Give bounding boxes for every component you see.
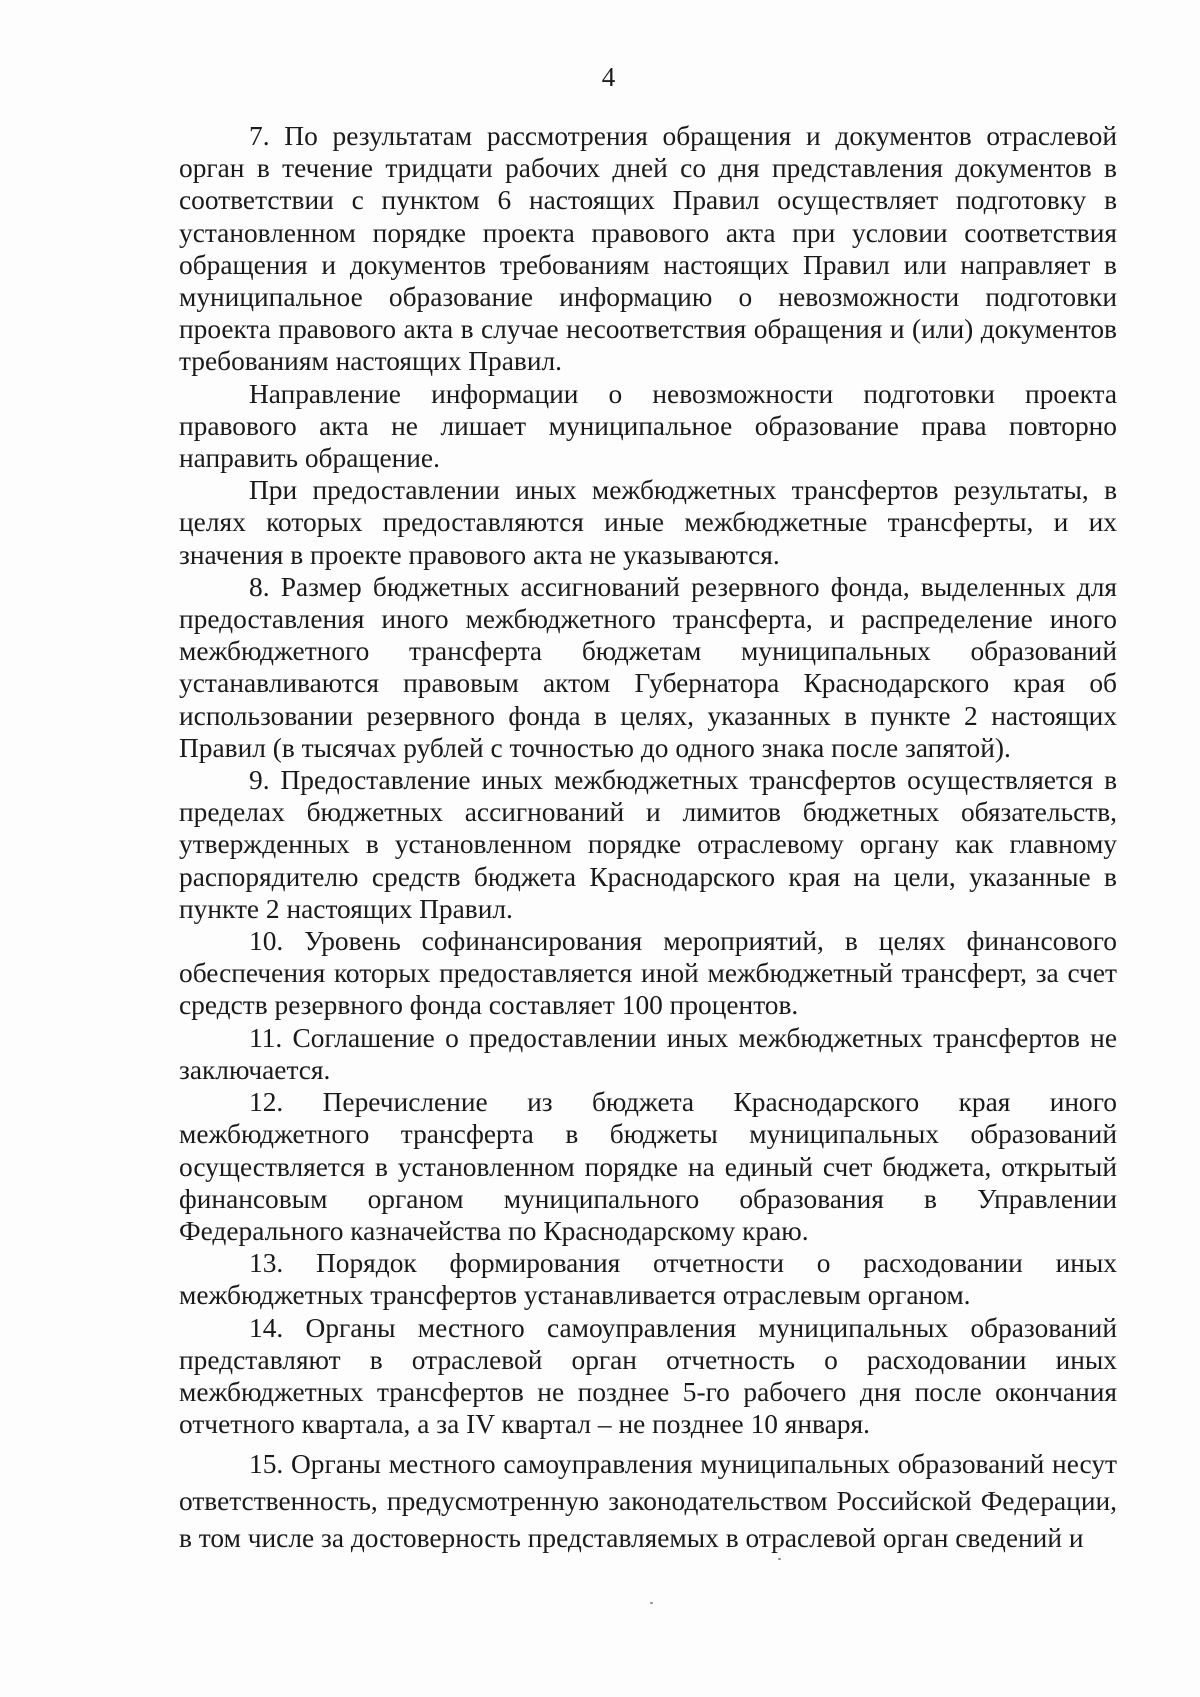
scan-speck xyxy=(778,1558,781,1560)
paragraph-8: 8. Размер бюджетных ассигнований резервного фонда, выделенных для предоставления иного межбюджетного трансферта, и распределение иного межбюджетного трансферта бюджетам муниципальных образований устанавливаются правовым актом Губернатора Краснодарского края об использовании резервного фонда в целях, указанных в пункте 2 настоящих Правил (в тысячах рублей с точностью до одного знака после запятой). xyxy=(179,571,1117,763)
paragraph-12: 12. Перечисление из бюджета Краснодарского края иного межбюджетного трансферта в бюджеты муниципальных образований осуществляется в установленном порядке на единый счет бюджета, открытый финансовым органом муниципального образования в Управлении Федерального казначейства по Краснодарскому краю. xyxy=(179,1087,1117,1246)
paragraph-7-note: Направление информации о невозможности подготовки проекта правового акта не лишает муниципальное образование права повторно направить обращение. xyxy=(179,378,1117,474)
page-number: 4 xyxy=(601,62,616,92)
paragraph-14: 14. Органы местного самоуправления муниципальных образований представляют в отраслевой орган отчетность о расходовании иных межбюджетных трансфертов не позднее 5-го рабочего дня после окончания отчетного квартала, а за IV квартал – не позднее 10 января. xyxy=(179,1312,1117,1440)
scan-speck xyxy=(650,1602,653,1604)
document-body xyxy=(179,120,1117,1557)
paragraph-13: 13. Порядок формирования отчетности о расходовании иных межбюджетных трансфертов устанавливается отраслевым органом. xyxy=(179,1248,1117,1311)
paragraph-10: 10. Уровень софинансирования мероприятий, в целях финансового обеспечения которых предоставляется иной межбюджетный трансферт, за счет средств резервного фонда составляет 100 процентов. xyxy=(179,926,1117,1021)
paragraph-11: 11. Соглашение о предоставлении иных межбюджетных трансфертов не заключается. xyxy=(179,1022,1117,1085)
paragraph-9: 9. Предоставление иных межбюджетных трансфертов осуществляется в пределах бюджетных ассигнований и лимитов бюджетных обязательств, утвержденных в установленном порядке отраслевому органу как главному распорядителю средств бюджета Краснодарского края на цели, указанные в пункте 2 настоящих Правил. xyxy=(179,765,1117,924)
paragraph-7: 7. По результатам рассмотрения обращения и документов отраслевой орган в течение тридцати рабочих дней со дня представления документов в соответствии с пунктом 6 настоящих Правил осуществляет подготовку в установленном порядке проекта правового акта при условии соответствия обращения и документов требованиям настоящих Правил или направляет в муниципальное образование информацию о невозможности подготовки проекта правового акта в случае несоответствия обращения и (или) документов требованиям настоящих Правил. xyxy=(179,121,1117,377)
paragraph-15: 15. Органы местного самоуправления муниципальных образований несут ответственность, предусмотренную законодательством Российской Федерации, в том числе за достоверность представляемых в отраслевой орган сведений и xyxy=(179,1449,1117,1554)
paragraph-7-results: При предоставлении иных межбюджетных трансфертов результаты, в целях которых предоставляются иные межбюджетные трансферты, и их значения в проекте правового акта не указываются. xyxy=(179,475,1117,570)
